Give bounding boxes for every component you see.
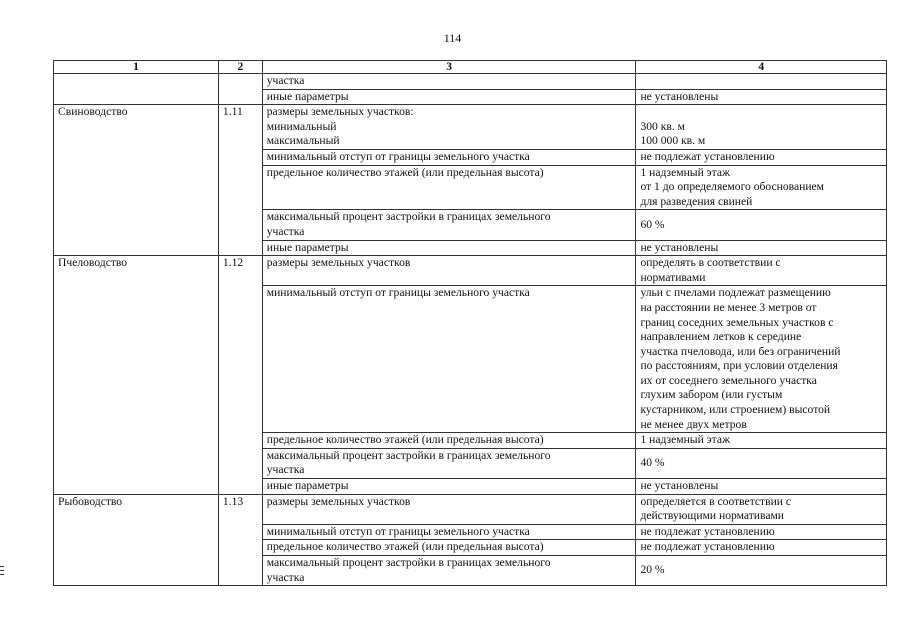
table-body	[54, 74, 887, 586]
parameter-cell	[262, 540, 636, 556]
cell-line: на расстоянии не менее 3 метров от	[640, 300, 817, 314]
cell-line: 1.13	[222, 494, 244, 508]
land-use-parameters-table	[53, 60, 887, 586]
table-header-row	[54, 61, 887, 74]
cell-line: иные параметры	[266, 89, 349, 103]
cell-line: Пчеловодство	[58, 256, 128, 270]
cell-line: участка	[266, 74, 305, 87]
parameter-cell	[262, 240, 636, 256]
parameter-cell	[262, 89, 636, 105]
cell-line: 1.11	[222, 105, 243, 119]
value-cell	[636, 240, 887, 256]
cell-line: от 1 до определяемого обоснованием	[640, 180, 825, 194]
value-cell	[636, 149, 887, 165]
cell-line: Свиноводство	[58, 105, 128, 119]
parameter-cell	[262, 524, 636, 540]
activity-type-cell	[54, 256, 219, 495]
parameter-cell	[262, 149, 636, 165]
cell-line: максимальный процент застройки в границах земельного	[266, 556, 551, 569]
parameter-cell	[262, 165, 636, 210]
value-cell	[636, 448, 887, 478]
value-cell	[636, 540, 887, 556]
cell-line: размеры земельных участков	[266, 256, 411, 270]
parameter-cell	[262, 286, 636, 433]
cell-line: предельное количество этажей (или предельная высота)	[266, 433, 544, 447]
cell-line: размеры земельных участков:	[266, 105, 414, 119]
cell-line: не установлены	[640, 479, 719, 493]
activity-code-cell	[218, 105, 262, 256]
table-row	[54, 494, 887, 524]
cell-line: минимальный отступ от границы земельного участка	[266, 286, 530, 300]
cell-line: не менее двух метров	[640, 417, 747, 431]
value-cell	[636, 105, 887, 150]
cell-line: их от соседнего земельного участка	[640, 373, 817, 387]
cell-line: не подлежат установлению	[640, 524, 775, 538]
cell-line: глухим забором (или густым	[640, 388, 783, 402]
cell-line: действующими нормативами	[640, 509, 785, 523]
table-row	[54, 256, 887, 286]
table-row	[54, 105, 887, 150]
parameter-cell	[262, 433, 636, 449]
cell-line: минимальный отступ от границы земельного участка	[266, 149, 530, 163]
value-cell	[636, 256, 887, 286]
cell-line: 300 кв. м	[640, 119, 685, 133]
cell-line: 20 %	[640, 563, 665, 577]
cell-line: по расстояниям, при условии отделения	[640, 359, 838, 373]
cell-line: 100 000 кв. м	[640, 134, 706, 148]
cell-line: предельное количество этажей (или предельная высота)	[266, 540, 544, 554]
cell-line: определять в соответствии с	[640, 256, 781, 270]
cell-line: не установлены	[640, 240, 719, 254]
value-cell	[636, 286, 887, 433]
activity-type-cell	[54, 494, 219, 586]
cell-line: направлением летков к середине	[640, 330, 802, 344]
cell-line: участка	[266, 570, 305, 584]
cell-line: участка	[266, 463, 305, 477]
cell-line: нормативами	[640, 270, 706, 284]
cell-line	[640, 105, 882, 120]
cell-line: максимальный процент застройки в границах земельного	[266, 448, 551, 462]
cell-line: минимальный	[266, 119, 337, 133]
cell-line: границ соседних земельных участков с	[640, 315, 834, 329]
value-cell	[636, 165, 887, 210]
activity-code-cell	[218, 494, 262, 586]
table-row	[54, 74, 887, 90]
margin-mark	[0, 566, 4, 575]
value-cell	[636, 89, 887, 105]
value-cell	[636, 433, 887, 449]
cell-line: максимальный процент застройки в границах земельного	[266, 210, 551, 224]
parameter-cell	[262, 479, 636, 495]
value-cell	[636, 524, 887, 540]
activity-code-cell	[218, 74, 262, 105]
parameter-cell	[262, 448, 636, 478]
parameter-cell	[262, 105, 636, 150]
column-header: 1	[54, 61, 219, 74]
cell-line: 60 %	[640, 217, 665, 231]
activity-code-cell	[218, 256, 262, 495]
column-header: 4	[636, 61, 887, 74]
cell-line: 1 надземный этаж	[640, 433, 731, 447]
cell-line: размеры земельных участков	[266, 494, 411, 508]
cell-line: максимальный	[266, 134, 340, 148]
value-cell	[636, 556, 887, 586]
column-header: 2	[218, 61, 262, 74]
column-header: 3	[262, 61, 636, 74]
parameter-cell	[262, 210, 636, 240]
cell-line: не подлежат установлению	[640, 149, 775, 163]
parameter-cell	[262, 556, 636, 586]
parameter-cell	[262, 256, 636, 286]
cell-line: 40 %	[640, 456, 665, 470]
cell-line: иные параметры	[266, 479, 349, 493]
cell-line: для разведения свиней	[640, 194, 753, 208]
cell-line: кустарником, или строением) высотой	[640, 403, 831, 417]
cell-line: не установлены	[640, 89, 719, 103]
value-cell	[636, 74, 887, 90]
cell-line: не подлежат установлению	[640, 540, 775, 554]
cell-line: минимальный отступ от границы земельного участка	[266, 524, 530, 538]
value-cell	[636, 479, 887, 495]
cell-line: участка	[266, 224, 305, 238]
cell-line: определяется в соответствии с	[640, 494, 792, 508]
cell-line: участка пчеловода, или без ограничений	[640, 344, 841, 358]
activity-type-cell	[54, 105, 219, 256]
cell-line: Рыбоводство	[58, 494, 123, 508]
page-number: 114	[443, 31, 462, 45]
cell-line: 1 надземный этаж	[640, 165, 731, 179]
activity-type-cell	[54, 74, 219, 105]
parameter-cell	[262, 494, 636, 524]
value-cell	[636, 210, 887, 240]
value-cell	[636, 494, 887, 524]
parameter-cell	[262, 74, 636, 90]
cell-line: предельное количество этажей (или предельная высота)	[266, 165, 544, 179]
cell-line: ульи с пчелами подлежат размещению	[640, 286, 831, 300]
cell-line: иные параметры	[266, 240, 349, 254]
cell-line: 1.12	[222, 256, 244, 270]
